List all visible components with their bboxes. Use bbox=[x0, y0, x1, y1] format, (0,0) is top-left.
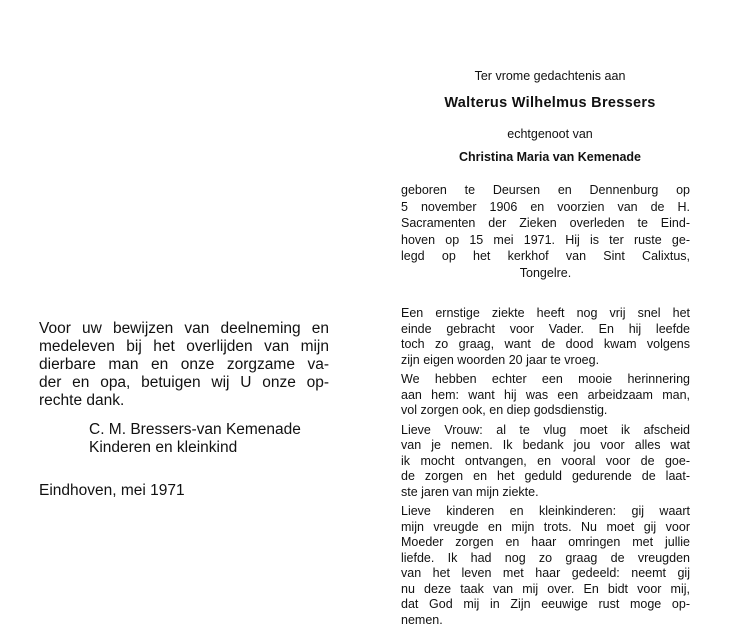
thanks-line: Voor uw bewijzen van deelneming en bbox=[39, 320, 329, 337]
text-line: van het leven met haar gedeeld: neemt gij bbox=[401, 566, 690, 580]
intro-text: Ter vrome gedachtenis aan bbox=[474, 69, 626, 83]
text-line: mijn vreugde en mijn trots. Nu moet gij voor bbox=[401, 519, 690, 534]
text-line: van je nemen. Ik bedank jou voor alles wat bbox=[401, 438, 690, 452]
signature-line: C. M. Bressers-van Kemenade bbox=[89, 421, 301, 438]
memorial-text bbox=[401, 306, 690, 632]
spouse-intro: echtgenoot van bbox=[507, 127, 593, 141]
thanks-line: dierbare man en onze zorgzame va- bbox=[39, 356, 329, 373]
paragraph bbox=[401, 306, 690, 368]
text-line: ik mocht ontvangen, en vooral voor de goe- bbox=[401, 453, 690, 468]
thanks-line: der en opa, betuigen wij U onze op- bbox=[39, 374, 329, 391]
bio-line: legd op het kerkhof van Sint Calixtus, bbox=[401, 249, 690, 263]
text-line: Een ernstige ziekte heeft nog vrij snel het bbox=[401, 306, 690, 320]
text-line: nemen. bbox=[401, 612, 443, 627]
deceased-name: Walterus Wilhelmus Bressers bbox=[444, 95, 656, 111]
text-line: einde gebracht voor Vader. En hij leefde bbox=[401, 321, 690, 336]
bio-line: Sacramenten der Zieken overleden te Eind- bbox=[401, 216, 690, 230]
text-line: zijn eigen woorden 20 jaar te vroeg. bbox=[401, 352, 600, 367]
text-line: liefde. Ik had nog zo graag de vreugden bbox=[401, 550, 690, 565]
text-line: ste jaren van mijn ziekte. bbox=[401, 484, 539, 499]
spouse-name: Christina Maria van Kemenade bbox=[458, 150, 641, 164]
biography bbox=[401, 182, 690, 281]
place-date bbox=[39, 482, 185, 500]
text-line: toch zo graag, want de dood kwam volgens bbox=[401, 337, 690, 351]
signature-line: Kinderen en kleinkind bbox=[89, 439, 238, 456]
text-line: Moeder zorgen en haar omringen met jullie bbox=[401, 535, 690, 549]
paragraph bbox=[401, 423, 690, 501]
text-line: dat God mij in Zijn eeuwige rust moge op- bbox=[401, 597, 690, 611]
signature bbox=[89, 421, 301, 457]
text-line: We hebben echter een mooie herinnering bbox=[401, 372, 690, 386]
thanks-text bbox=[39, 320, 329, 410]
bio-line: 5 november 1906 en voorzien van de H. bbox=[401, 199, 690, 214]
text-line: vol zorgen ook, en diep godsdienstig. bbox=[401, 403, 608, 417]
paragraph bbox=[401, 504, 690, 628]
bio-line: hoven op 15 mei 1971. Hij is ter ruste ge- bbox=[401, 232, 690, 247]
text-line: de zorgen en het geduld gedurende de laat- bbox=[401, 469, 690, 483]
bio-line: Tongelre. bbox=[519, 265, 572, 280]
bio-line: geboren te Deursen en Dennenburg op bbox=[401, 183, 690, 197]
text-line: nu deze taak van mij over. En bidt voor mij, bbox=[401, 581, 690, 596]
paragraph bbox=[401, 372, 690, 419]
place-date-text: Eindhoven, mei 1971 bbox=[39, 482, 185, 499]
thanks-line: medeleven bij het overlijden van mijn bbox=[39, 338, 329, 355]
thanks-line: rechte dank. bbox=[39, 392, 125, 409]
text-line: Lieve kinderen en kleinkinderen: gij waart bbox=[401, 504, 690, 518]
text-line: aan hem: want hij was een arbeidzaam man, bbox=[401, 387, 690, 402]
text-line: Lieve Vrouw: al te vlug moet ik afscheid bbox=[401, 422, 690, 437]
